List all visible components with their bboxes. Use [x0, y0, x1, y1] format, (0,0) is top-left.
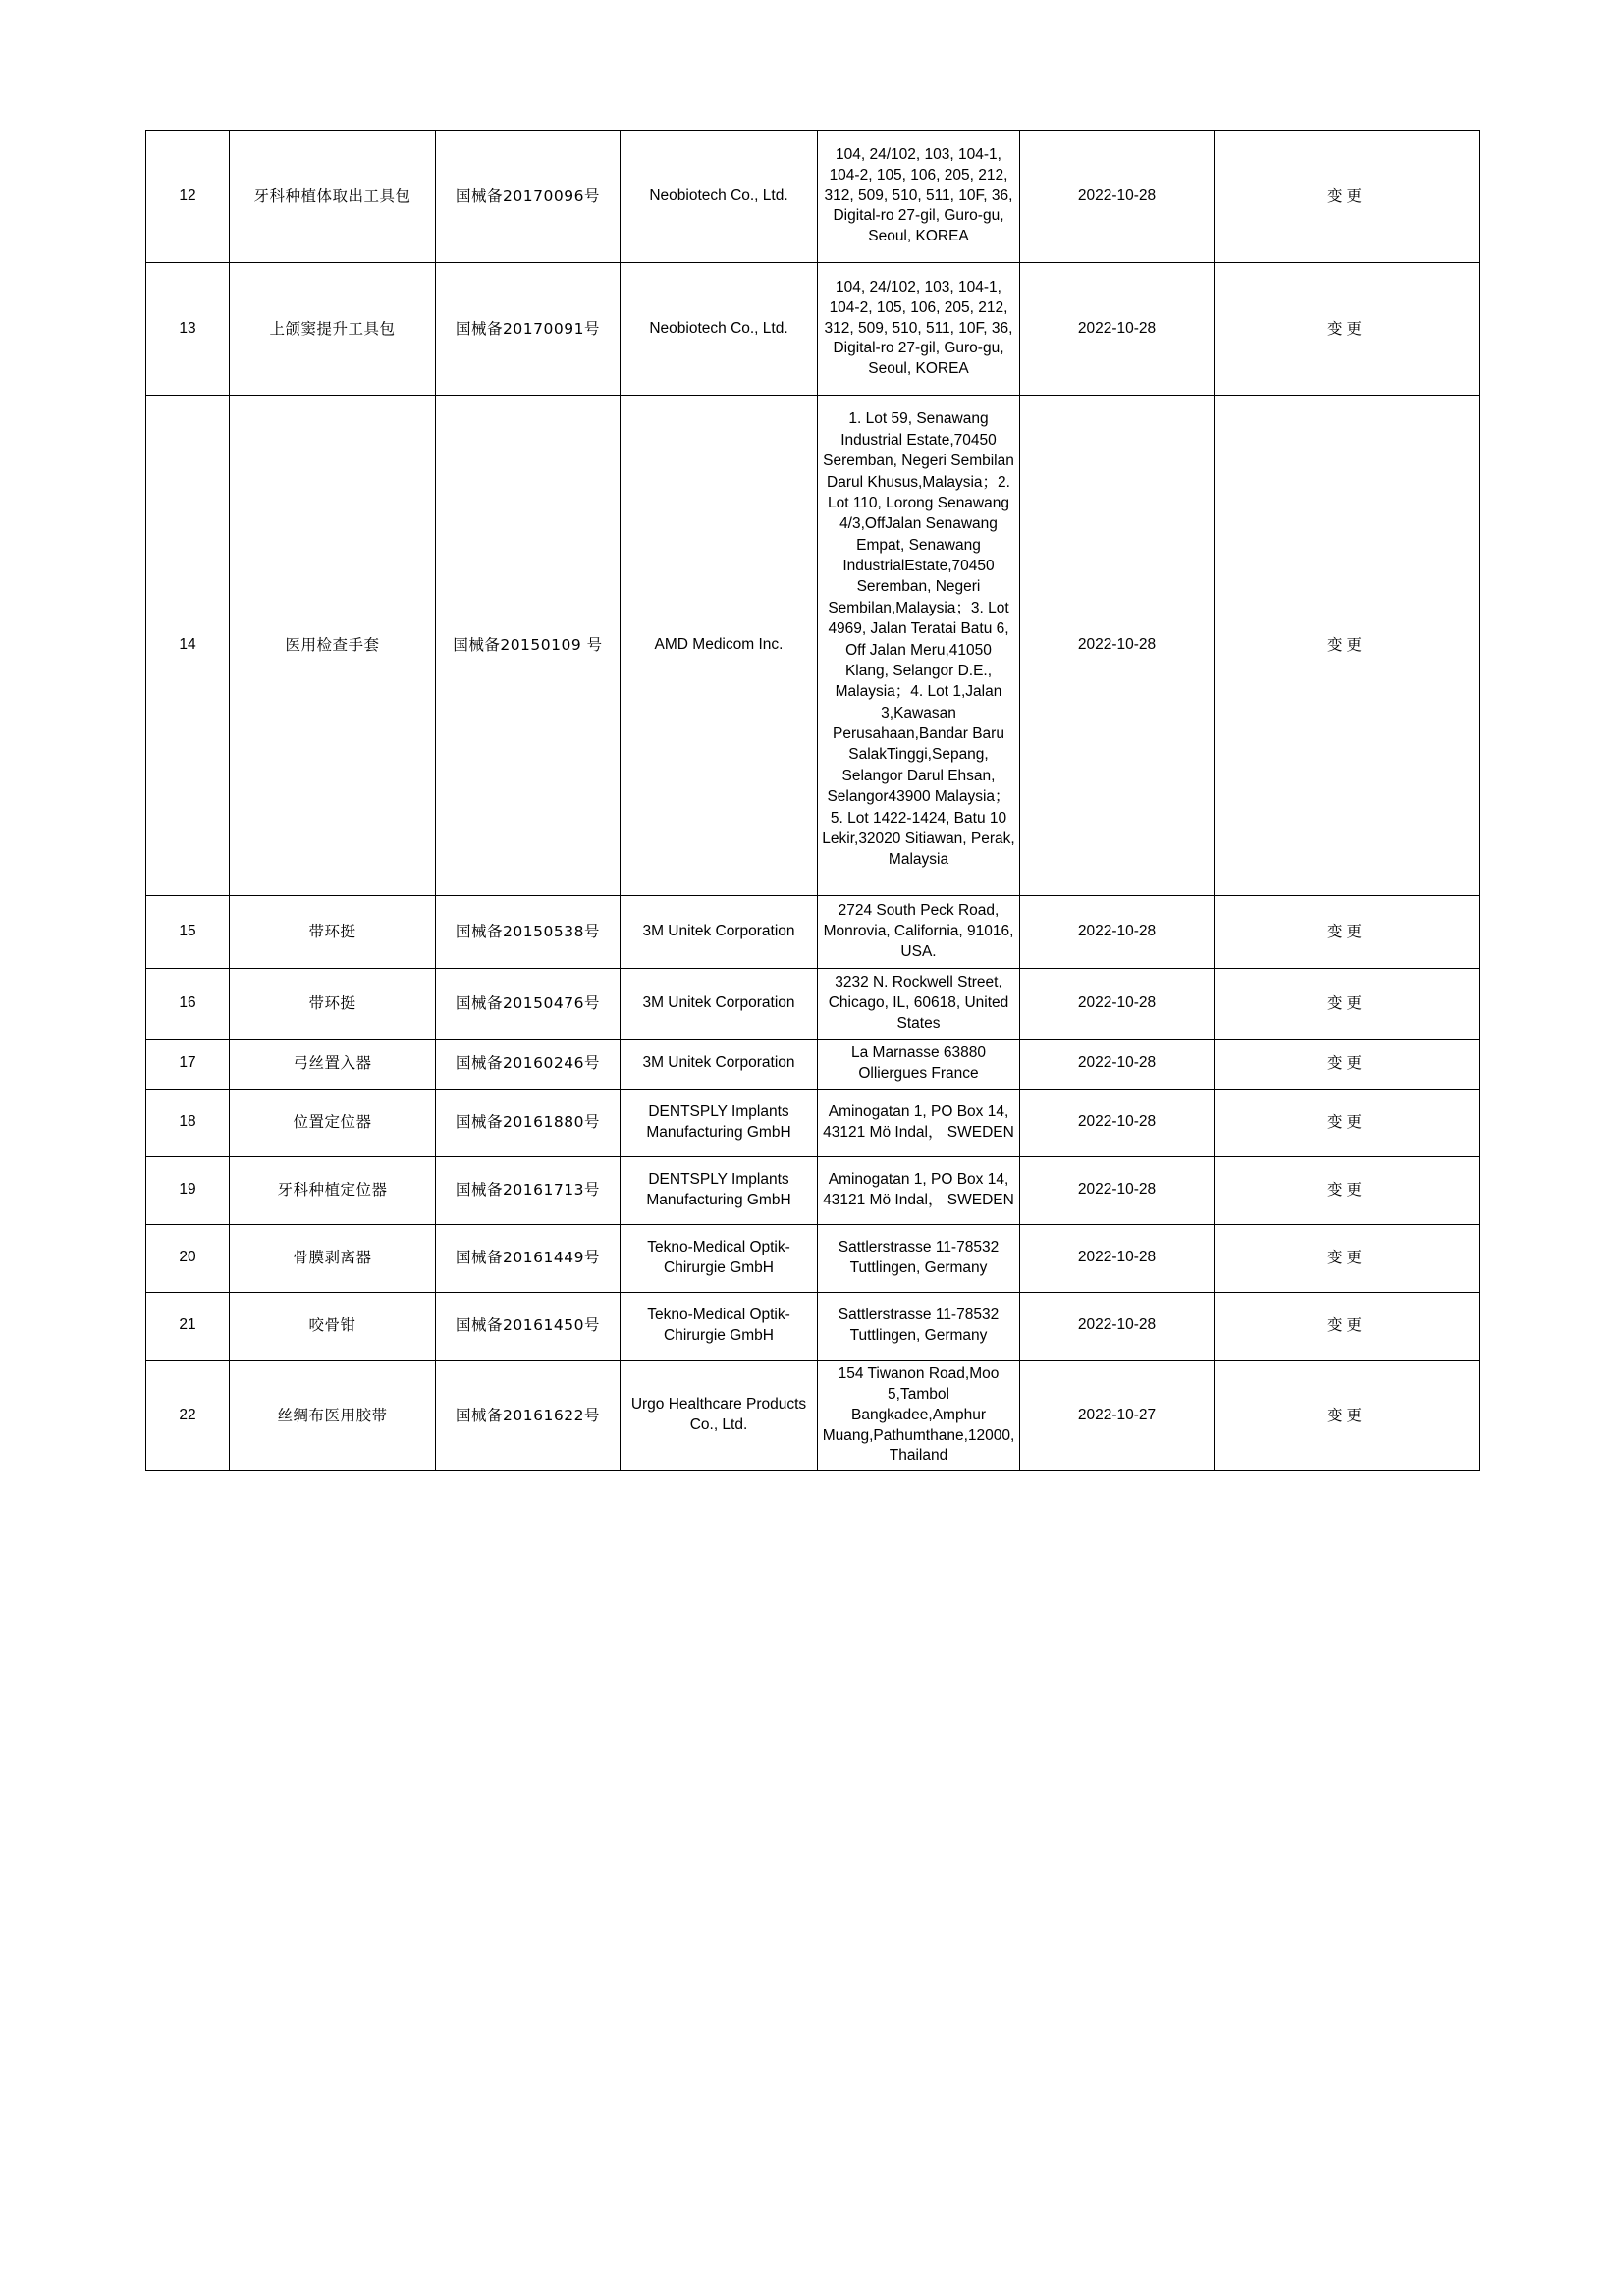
cell-registration-number: 国械备20161450号 — [436, 1292, 621, 1360]
cell-address: 2724 South Peck Road, Monrovia, California, 91016, USA. — [818, 896, 1020, 969]
cell-company: Neobiotech Co., Ltd. — [621, 263, 818, 396]
table-row — [146, 1089, 1480, 1156]
cell-type: 变更 — [1215, 1224, 1480, 1292]
cell-type: 变更 — [1215, 396, 1480, 896]
cell-serial-number: 16 — [146, 969, 230, 1040]
table-row — [146, 1292, 1480, 1360]
cell-company: Tekno-Medical Optik-Chirurgie GmbH — [621, 1224, 818, 1292]
cell-type: 变更 — [1215, 1292, 1480, 1360]
cell-serial-number: 21 — [146, 1292, 230, 1360]
address-overflow-clip: 1. Lot 59, Senawang Industrial Estate,70450 Seremban, Negeri Sembilan Darul Khusus,Malaysia；2. Lot 110, Lorong Senawang 4/3,OffJalan Senawang Empat, Senawang IndustrialEstate,70450 Seremban, Negeri Sembilan,Malaysia；3. Lot 4969, Jalan Teratai Batu 6, Off Jalan Meru,41050 Klang, Selangor D.E., Malaysia；4. Lot 1,Jalan 3,Kawasan Perusahaan,Bandar Baru SalakTinggi,Sepang, Selangor Darul Ehsan, Selangor43900 Malaysia；5. Lot 1422-1424, Batu 10 Lekir,32020 Sitiawan, Perak, Malaysia — [822, 410, 1015, 869]
cell-registration-number: 国械备20161713号 — [436, 1156, 621, 1224]
table-row — [146, 969, 1480, 1040]
cell-address: Aminogatan 1, PO Box 14, 43121 Mö Indal， SWEDEN — [818, 1156, 1020, 1224]
cell-type: 变更 — [1215, 1156, 1480, 1224]
cell-registration-number: 国械备20150538号 — [436, 896, 621, 969]
cell-type: 变更 — [1215, 131, 1480, 263]
cell-date: 2022-10-28 — [1020, 1089, 1215, 1156]
cell-address: 154 Tiwanon Road,Moo 5,Tambol Bangkadee,Amphur Muang,Pathumthane,12000,Thailand — [818, 1360, 1020, 1471]
cell-company: 3M Unitek Corporation — [621, 1039, 818, 1089]
cell-address: Sattlerstrasse 11-78532 Tuttlingen, Germany — [818, 1292, 1020, 1360]
cell-serial-number: 18 — [146, 1089, 230, 1156]
table-row — [146, 896, 1480, 969]
cell-type: 变更 — [1215, 1089, 1480, 1156]
table-row — [146, 1224, 1480, 1292]
cell-type: 变更 — [1215, 1360, 1480, 1471]
cell-date: 2022-10-28 — [1020, 896, 1215, 969]
cell-address: 104, 24/102, 103, 104-1, 104-2, 105, 106, 205, 212, 312, 509, 510, 511, 10F, 36, Digital-ro 27-gil, Guro-gu, Seoul, KOREA — [818, 263, 1020, 396]
cell-registration-number: 国械备20170096号 — [436, 131, 621, 263]
cell-product-name: 位置定位器 — [230, 1089, 436, 1156]
table-row — [146, 263, 1480, 396]
cell-registration-number: 国械备20161449号 — [436, 1224, 621, 1292]
cell-type: 变更 — [1215, 896, 1480, 969]
cell-company: Neobiotech Co., Ltd. — [621, 131, 818, 263]
cell-date: 2022-10-28 — [1020, 1224, 1215, 1292]
cell-serial-number: 22 — [146, 1360, 230, 1471]
cell-address: 104, 24/102, 103, 104-1, 104-2, 105, 106, 205, 212, 312, 509, 510, 511, 10F, 36, Digital-ro 27-gil, Guro-gu, Seoul, KOREA — [818, 131, 1020, 263]
cell-product-name: 牙科种植定位器 — [230, 1156, 436, 1224]
cell-serial-number: 17 — [146, 1039, 230, 1089]
cell-serial-number: 20 — [146, 1224, 230, 1292]
cell-company: Urgo Healthcare Products Co., Ltd. — [621, 1360, 818, 1471]
cell-product-name: 弓丝置入器 — [230, 1039, 436, 1089]
cell-address: La Marnasse 63880 Olliergues France — [818, 1039, 1020, 1089]
cell-date: 2022-10-28 — [1020, 1292, 1215, 1360]
cell-date: 2022-10-28 — [1020, 969, 1215, 1040]
cell-serial-number: 12 — [146, 131, 230, 263]
cell-product-name: 咬骨钳 — [230, 1292, 436, 1360]
cell-product-name: 牙科种植体取出工具包 — [230, 131, 436, 263]
cell-serial-number: 14 — [146, 396, 230, 896]
cell-registration-number: 国械备20160246号 — [436, 1039, 621, 1089]
cell-product-name: 医用检查手套 — [230, 396, 436, 896]
cell-type: 变更 — [1215, 969, 1480, 1040]
cell-company: 3M Unitek Corporation — [621, 969, 818, 1040]
cell-company: DENTSPLY Implants Manufacturing GmbH — [621, 1156, 818, 1224]
cell-serial-number: 19 — [146, 1156, 230, 1224]
cell-serial-number: 15 — [146, 896, 230, 969]
cell-date: 2022-10-27 — [1020, 1360, 1215, 1471]
table-row — [146, 131, 1480, 263]
cell-address: Sattlerstrasse 11-78532 Tuttlingen, Germany — [818, 1224, 1020, 1292]
cell-address: 3232 N. Rockwell Street, Chicago, IL, 60618, United States — [818, 969, 1020, 1040]
cell-type: 变更 — [1215, 1039, 1480, 1089]
cell-address — [818, 396, 1020, 896]
cell-date: 2022-10-28 — [1020, 1039, 1215, 1089]
cell-date: 2022-10-28 — [1020, 1156, 1215, 1224]
table-row — [146, 1360, 1480, 1471]
cell-registration-number: 国械备20150109 号 — [436, 396, 621, 896]
cell-registration-number: 国械备20161622号 — [436, 1360, 621, 1471]
table-row — [146, 1039, 1480, 1089]
cell-registration-number: 国械备20161880号 — [436, 1089, 621, 1156]
cell-company: DENTSPLY Implants Manufacturing GmbH — [621, 1089, 818, 1156]
cell-type: 变更 — [1215, 263, 1480, 396]
cell-product-name: 带环挺 — [230, 896, 436, 969]
cell-serial-number: 13 — [146, 263, 230, 396]
cell-product-name: 丝绸布医用胶带 — [230, 1360, 436, 1471]
cell-date: 2022-10-28 — [1020, 263, 1215, 396]
registration-table — [145, 130, 1480, 1471]
cell-product-name: 上颌窦提升工具包 — [230, 263, 436, 396]
cell-company: 3M Unitek Corporation — [621, 896, 818, 969]
cell-address: Aminogatan 1, PO Box 14, 43121 Mö Indal， SWEDEN — [818, 1089, 1020, 1156]
cell-company: AMD Medicom Inc. — [621, 396, 818, 896]
cell-date: 2022-10-28 — [1020, 396, 1215, 896]
cell-registration-number: 国械备20170091号 — [436, 263, 621, 396]
cell-product-name: 骨膜剥离器 — [230, 1224, 436, 1292]
table-row — [146, 1156, 1480, 1224]
cell-product-name: 带环挺 — [230, 969, 436, 1040]
table-row — [146, 396, 1480, 896]
cell-company: Tekno-Medical Optik-Chirurgie GmbH — [621, 1292, 818, 1360]
cell-registration-number: 国械备20150476号 — [436, 969, 621, 1040]
cell-date: 2022-10-28 — [1020, 131, 1215, 263]
